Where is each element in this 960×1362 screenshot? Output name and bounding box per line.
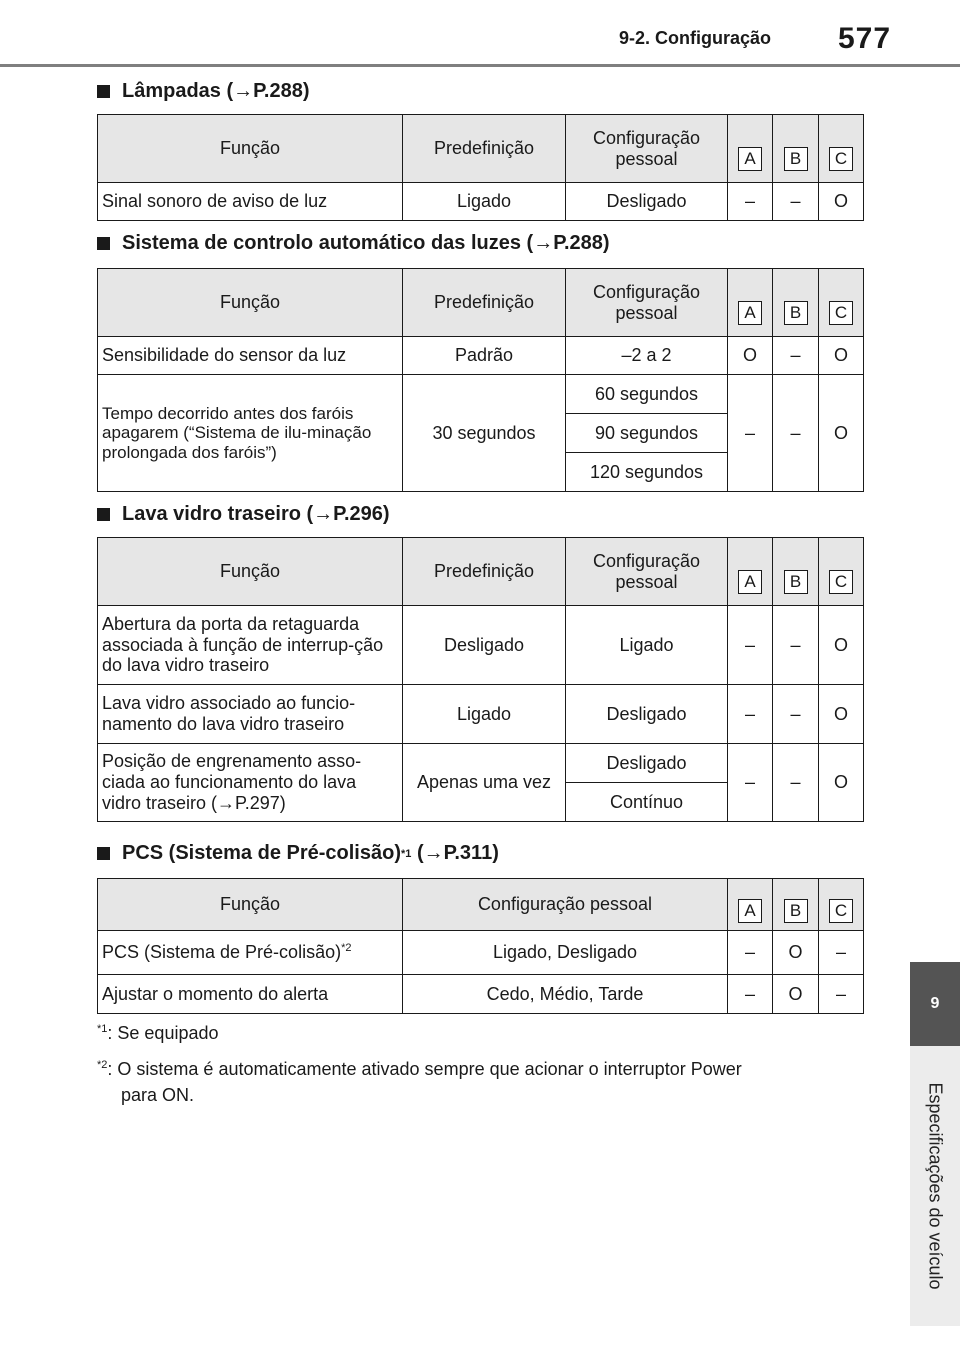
section-heading-text: Lava vidro traseiro (→P.296)	[122, 503, 390, 525]
cell-funcao: Abertura da porta da retaguarda associada à função de interrup-ção do lava vidro traseiro	[98, 606, 403, 685]
cell-funcao: Posição de engrenamento asso-ciada ao funcionamento do lava vidro traseiro (→P.297)	[98, 744, 403, 822]
footnote-ref: *2	[341, 942, 352, 955]
footnote-1	[97, 1020, 219, 1046]
chapter-label: Especificações do veículo	[925, 1082, 946, 1290]
cell-b: –	[773, 375, 819, 492]
cell-predef: Padrão	[403, 337, 566, 375]
col-configuracao	[566, 269, 728, 337]
cell-config: Ligado	[566, 606, 728, 685]
section-title: 9-2. Configuração	[619, 28, 772, 48]
cell-config: Desligado	[566, 685, 728, 744]
cell-b: –	[773, 183, 819, 221]
cell-b: –	[773, 685, 819, 744]
footnote-text-continued: para ON.	[121, 1085, 195, 1106]
section-heading-text: Lâmpadas (→P.288)	[122, 80, 310, 102]
table-row	[98, 337, 864, 375]
footnote-text: : O sistema é automaticamente ativado sempre que acionar o interruptor Power	[107, 1059, 742, 1079]
col-b	[773, 269, 819, 337]
cell-predef: Ligado	[403, 685, 566, 744]
table-row	[98, 685, 864, 744]
col-c	[819, 879, 864, 931]
cell-c: –	[819, 931, 864, 975]
header-rule	[0, 64, 960, 67]
col-b-label: B	[784, 899, 808, 923]
col-predefinicao: Predefinição	[403, 115, 566, 183]
col-predefinicao: Predefinição	[403, 269, 566, 337]
section-heading-text: Sistema de controlo automático das luzes (→P.288)	[122, 232, 610, 254]
section-heading-ref: (→P.311)	[411, 842, 499, 864]
table-row	[98, 606, 864, 685]
col-funcao: Função	[98, 879, 403, 931]
col-c-label: C	[829, 570, 853, 594]
col-a-label: A	[738, 899, 762, 923]
page-number: 577	[838, 22, 892, 55]
section-heading-auto-luzes	[97, 232, 610, 255]
col-a	[728, 115, 773, 183]
col-a-label: A	[738, 147, 762, 171]
col-c	[819, 269, 864, 337]
cell-config-option: 90 segundos	[566, 414, 728, 453]
table-header-row	[98, 879, 864, 931]
col-c-label: C	[829, 301, 853, 325]
chapter-tab-number	[910, 962, 960, 1046]
col-config-line2: pessoal	[615, 148, 678, 169]
col-a-label: A	[738, 570, 762, 594]
col-c	[819, 538, 864, 606]
col-c-label: C	[829, 899, 853, 923]
table-header-row	[98, 115, 864, 183]
cell-c: O	[819, 744, 864, 822]
cell-a: –	[728, 931, 773, 975]
col-config-line1: Configuração	[592, 550, 701, 571]
cell-config: Desligado	[566, 183, 728, 221]
cell-funcao: Ajustar o momento do alerta	[98, 975, 403, 1014]
table-pcs	[97, 878, 864, 1014]
cell-config-option: Desligado	[566, 744, 728, 783]
table-lampadas	[97, 114, 864, 221]
col-b-label: B	[784, 570, 808, 594]
cell-predef: Ligado	[403, 183, 566, 221]
col-configuracao	[566, 538, 728, 606]
cell-c: O	[819, 685, 864, 744]
footnote-2	[97, 1056, 857, 1108]
col-configuracao: Configuração pessoal	[403, 879, 728, 931]
cell-config: Ligado, Desligado	[403, 931, 728, 975]
cell-b: –	[773, 606, 819, 685]
section-heading-lava-vidro	[97, 503, 390, 526]
table-row	[98, 375, 864, 414]
table-row	[98, 975, 864, 1014]
cell-config-option: 120 segundos	[566, 453, 728, 492]
footnote-mark: *1	[97, 1023, 108, 1035]
cell-config-option: 60 segundos	[566, 375, 728, 414]
cell-a: –	[728, 685, 773, 744]
col-a	[728, 538, 773, 606]
table-lava-vidro	[97, 537, 864, 822]
section-heading-pcs	[97, 842, 499, 865]
footnote-text: : Se equipado	[107, 1023, 219, 1043]
col-a	[728, 269, 773, 337]
col-funcao: Função	[98, 115, 403, 183]
col-b	[773, 115, 819, 183]
table-row	[98, 931, 864, 975]
cell-a: –	[728, 183, 773, 221]
chapter-tab-label	[910, 1046, 960, 1326]
table-header-row	[98, 269, 864, 337]
table-row	[98, 744, 864, 783]
cell-b: O	[773, 975, 819, 1014]
col-c-label: C	[829, 147, 853, 171]
cell-funcao-text: PCS (Sistema de Pré-colisão)	[102, 942, 342, 963]
cell-config-option: Contínuo	[566, 783, 728, 822]
cell-a: –	[728, 975, 773, 1014]
table-auto-luzes	[97, 268, 864, 492]
cell-funcao: Lava vidro associado ao funcio-namento do lava vidro traseiro	[98, 685, 403, 744]
col-b-label: B	[784, 147, 808, 171]
cell-funcao: Sensibilidade do sensor da luz	[98, 337, 403, 375]
cell-c: –	[819, 975, 864, 1014]
col-b	[773, 538, 819, 606]
cell-predef: Apenas uma vez	[403, 744, 566, 822]
footnote-mark: *2	[97, 1059, 108, 1071]
cell-c: O	[819, 183, 864, 221]
footnote-ref: *1	[400, 847, 412, 860]
cell-c: O	[819, 375, 864, 492]
col-b-label: B	[784, 301, 808, 325]
col-funcao: Função	[98, 269, 403, 337]
cell-c: O	[819, 606, 864, 685]
cell-config: Cedo, Médio, Tarde	[403, 975, 728, 1014]
cell-a: O	[728, 337, 773, 375]
section-heading-text: PCS (Sistema de Pré-colisão)	[122, 842, 401, 864]
col-config-line2: pessoal	[615, 302, 678, 323]
col-predefinicao: Predefinição	[403, 538, 566, 606]
cell-predef: Desligado	[403, 606, 566, 685]
col-config-line2: pessoal	[615, 571, 678, 592]
square-bullet-icon	[97, 237, 110, 250]
col-configuracao	[566, 115, 728, 183]
cell-b: O	[773, 931, 819, 975]
cell-a: –	[728, 375, 773, 492]
cell-c: O	[819, 337, 864, 375]
section-heading-lampadas	[97, 80, 310, 103]
square-bullet-icon	[97, 85, 110, 98]
col-a-label: A	[738, 301, 762, 325]
cell-funcao: Tempo decorrido antes dos faróis apagarem (“Sistema de ilu-minação prolongada dos faróis”)	[98, 375, 403, 492]
cell-b: –	[773, 337, 819, 375]
cell-a: –	[728, 744, 773, 822]
col-config-line1: Configuração	[592, 127, 701, 148]
col-b	[773, 879, 819, 931]
col-a	[728, 879, 773, 931]
cell-b: –	[773, 744, 819, 822]
cell-config: –2 a 2	[566, 337, 728, 375]
table-row	[98, 183, 864, 221]
col-c	[819, 115, 864, 183]
cell-funcao: Sinal sonoro de aviso de luz	[98, 183, 403, 221]
cell-funcao	[98, 931, 403, 975]
cell-a: –	[728, 606, 773, 685]
cell-predef: 30 segundos	[403, 375, 566, 492]
col-funcao: Função	[98, 538, 403, 606]
square-bullet-icon	[97, 508, 110, 521]
chapter-number: 9	[930, 995, 940, 1012]
table-header-row	[98, 538, 864, 606]
square-bullet-icon	[97, 847, 110, 860]
col-config-line1: Configuração	[592, 281, 701, 302]
